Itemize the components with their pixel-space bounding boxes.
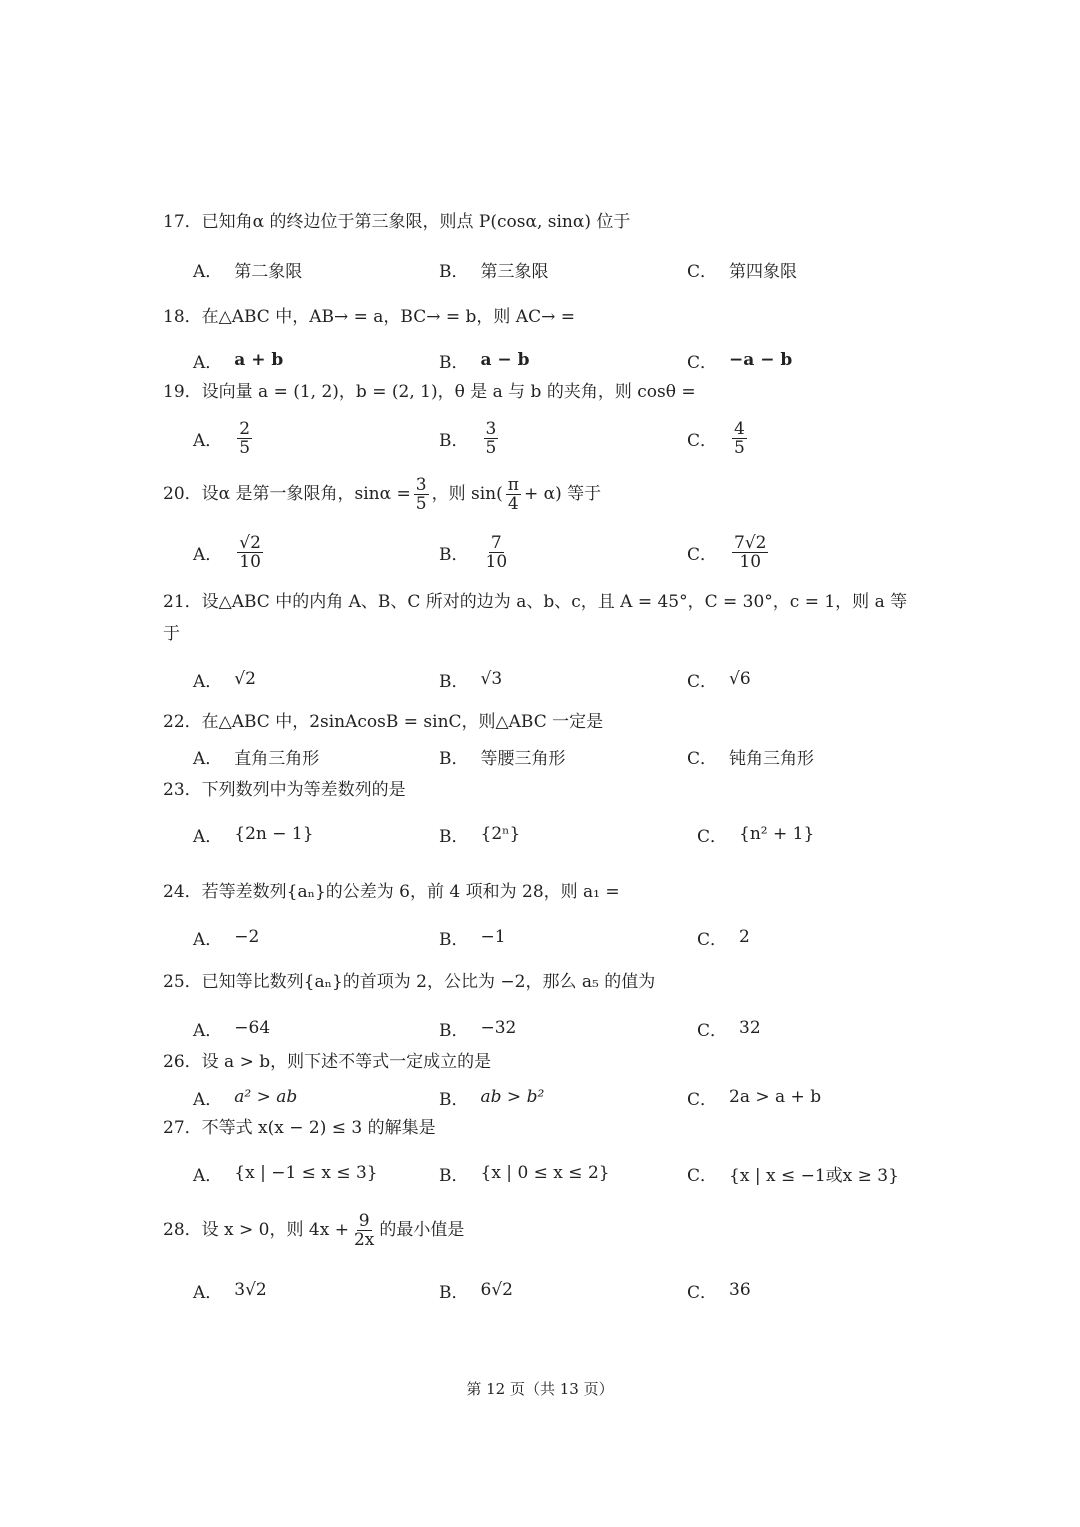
option-b: B． $\frac{3}{5}$ — [439, 418, 497, 458]
question-number: 20． — [163, 484, 202, 504]
fraction: $\frac{9}{2x}$ — [353, 1210, 375, 1250]
question-number: 19． — [163, 382, 202, 402]
options-24 — [193, 917, 923, 957]
question-26 — [163, 1050, 923, 1074]
question-20: 20． 设α 是第一象限角，sinα = $\frac{3}{5}$ ，则 sin( $\frac{\pi}{4}$ + α) 等于 — [163, 474, 602, 514]
options-26 — [193, 1077, 923, 1117]
page-footer: 第 12 页（共 13 页） — [466, 1380, 614, 1398]
option-b: B． {2ⁿ} — [439, 824, 521, 847]
option-b: B． 等腰三角形 — [439, 748, 566, 769]
option-b: B． ab > b² — [439, 1087, 545, 1110]
option-c: C． −a − b — [687, 350, 793, 373]
question-stem: 在△ABC 中，AB→ = a，BC→ = b，则 AC→ = — [201, 307, 575, 327]
option-a: A． 直角三角形 — [193, 748, 320, 769]
options-18 — [193, 340, 923, 380]
option-b: B． $\frac{7}{10}$ — [439, 532, 508, 572]
option-a: A． a² > ab — [193, 1087, 298, 1110]
option-c: C． 32 — [697, 1018, 761, 1041]
option-a: A． −64 — [193, 1018, 271, 1041]
options-17 — [193, 249, 923, 289]
options-20 — [193, 532, 923, 572]
question-number: 26． — [163, 1052, 202, 1072]
options-23 — [193, 814, 923, 854]
question-18 — [163, 305, 923, 329]
option-c: C． {n² + 1} — [697, 824, 815, 847]
options-19 — [193, 418, 923, 458]
options-21 — [193, 659, 923, 699]
option-a: A． $\frac{√2}{10}$ — [193, 532, 261, 572]
fraction: $\frac{7}{10}$ — [485, 532, 508, 572]
option-c: C． √6 — [687, 669, 751, 692]
option-b: B． a − b — [439, 350, 530, 373]
question-21 — [163, 586, 923, 650]
option-c: C． $\frac{4}{5}$ — [687, 418, 745, 458]
fraction: $\frac{7√2}{10}$ — [734, 532, 767, 572]
fraction: $\frac{4}{5}$ — [734, 418, 745, 458]
question-number: 24． — [163, 882, 202, 902]
question-19 — [163, 380, 923, 404]
question-number: 25． — [163, 972, 202, 992]
fraction: $\frac{3}{5}$ — [485, 418, 497, 458]
option-b: B． −1 — [439, 927, 506, 950]
option-b: B． 6√2 — [439, 1280, 513, 1303]
question-number: 22． — [163, 712, 202, 732]
question-stem: 不等式 x(x − 2) ≤ 3 的解集是 — [201, 1118, 436, 1138]
fraction: $\frac{3}{5}$ — [415, 474, 427, 514]
option-b: B． √3 — [439, 669, 503, 692]
question-number: 23． — [163, 780, 202, 800]
question-stem: 已知等比数列{aₙ}的首项为 2，公比为 −2，那么 a₅ 的值为 — [201, 972, 656, 992]
options-25 — [193, 1008, 923, 1048]
option-c: C． 2a > a + b — [687, 1087, 822, 1110]
question-stem: 设 a > b，则下述不等式一定成立的是 — [201, 1052, 492, 1072]
question-25 — [163, 970, 923, 994]
option-b: B． 第三象限 — [439, 261, 549, 282]
option-a: A． {x | −1 ≤ x ≤ 3} — [193, 1163, 378, 1186]
option-a: A． 3√2 — [193, 1280, 267, 1303]
question-28: 28． 设 x > 0，则 4x + $\frac{9}{2x}$ 的最小值是 — [163, 1210, 465, 1250]
options-22 — [193, 736, 923, 776]
option-c: C． 36 — [687, 1280, 751, 1303]
question-number: 28． — [163, 1220, 202, 1240]
option-a: A． −2 — [193, 927, 260, 950]
option-c: C． 第四象限 — [687, 261, 798, 282]
option-a: A． $\frac{2}{5}$ — [193, 418, 251, 458]
option-c: C． $\frac{7√2}{10}$ — [687, 532, 767, 572]
fraction: $\frac{√2}{10}$ — [239, 532, 261, 572]
question-stem: 设向量 a = (1, 2)，b = (2, 1)，θ 是 a 与 b 的夹角，则 cosθ = — [201, 382, 696, 402]
question-stem: 在△ABC 中，2sinAcosB = sinC，则△ABC 一定是 — [201, 712, 604, 732]
question-27 — [163, 1116, 923, 1140]
question-stem: 若等差数列{aₙ}的公差为 6，前 4 项和为 28，则 a₁ = — [201, 882, 620, 902]
option-b: B． {x | 0 ≤ x ≤ 2} — [439, 1163, 610, 1186]
option-c: C． 2 — [697, 927, 750, 950]
question-24 — [163, 880, 923, 904]
option-c: C． {x | x ≤ −1或x ≥ 3} — [687, 1165, 899, 1186]
option-a: A． 第二象限 — [193, 261, 303, 282]
question-stem: 已知角α 的终边位于第三象限，则点 P(cosα, sinα) 位于 — [201, 212, 631, 232]
question-number: 27． — [163, 1118, 202, 1138]
fraction: $\frac{\pi}{4}$ — [507, 474, 519, 514]
options-27 — [193, 1153, 923, 1193]
question-22 — [163, 710, 923, 734]
option-c: C． 钝角三角形 — [687, 748, 815, 769]
option-a: A． √2 — [193, 669, 256, 692]
options-28 — [193, 1270, 923, 1310]
fraction: $\frac{2}{5}$ — [239, 418, 251, 458]
option-a: A． {2n − 1} — [193, 824, 314, 847]
question-number: 18． — [163, 307, 202, 327]
option-b: B． −32 — [439, 1018, 517, 1041]
question-23 — [163, 778, 923, 802]
question-number: 17． — [163, 212, 202, 232]
question-17 — [163, 210, 923, 234]
option-a: A． a + b — [193, 350, 284, 373]
question-stem: 下列数列中为等差数列的是 — [201, 780, 406, 800]
question-number: 21． — [163, 592, 202, 612]
question-stem: 设△ABC 中的内角 A、B、C 所对的边为 a、b、c，且 A = 45°，C = 30°，c = 1，则 a 等于 — [163, 592, 908, 644]
